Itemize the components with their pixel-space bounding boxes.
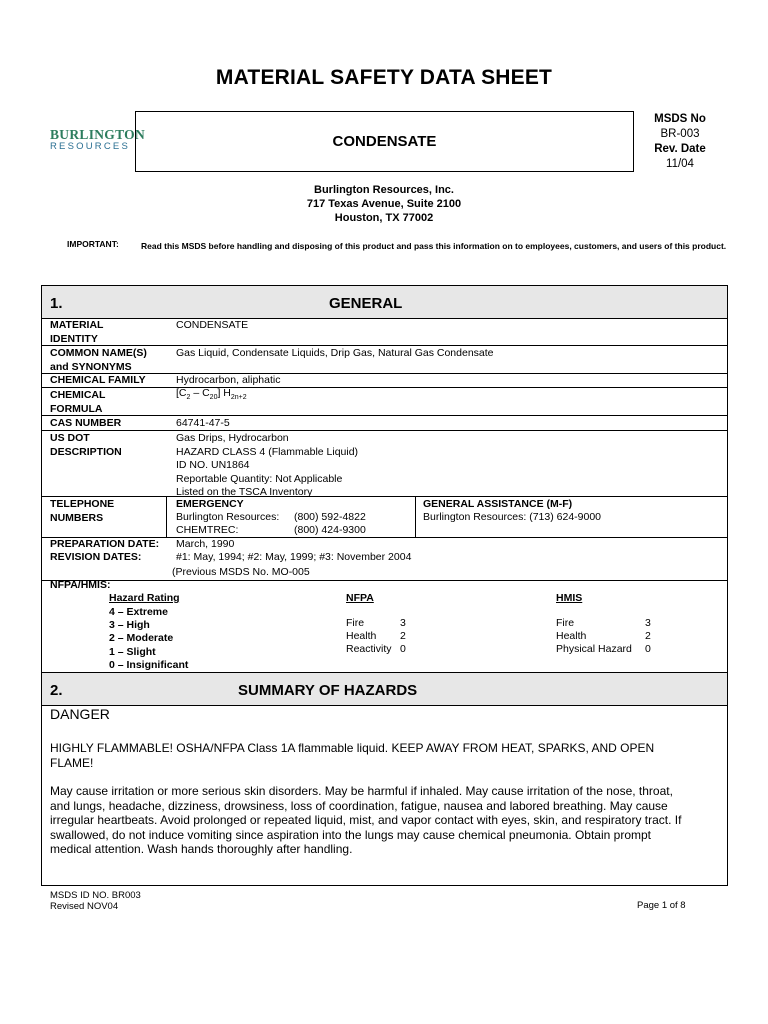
us-dot-line: Gas Drips, Hydrocarbon: [176, 432, 289, 444]
dates-row: [42, 538, 727, 581]
product-name-box: [135, 111, 634, 172]
chemical-formula-row: [42, 388, 727, 416]
msds-table: [41, 285, 728, 886]
material-identity-label: [50, 319, 103, 346]
hazard-line: May cause irritation or more serious skin disorders. May be harmful if inhaled. May cause irritation of the nose, throat,: [50, 784, 673, 798]
emergency-name-1: Burlington Resources:: [176, 511, 280, 523]
general-assistance-phone: Burlington Resources: (713) 624-9000: [423, 511, 602, 523]
section-1-number: 1.: [50, 295, 63, 312]
hmis-fire-value: 3: [645, 617, 651, 629]
section-2-number: 2.: [50, 682, 63, 699]
hazard-line: medical attention. Wash hands thoroughly after handling.: [50, 842, 353, 856]
chemical-family-label: CHEMICAL FAMILY: [50, 374, 146, 386]
hmis-health-label: Health: [556, 630, 587, 642]
label-line: NUMBERS: [50, 511, 104, 524]
label-line: FORMULA: [50, 402, 103, 415]
section-2-title: SUMMARY OF HAZARDS: [238, 682, 418, 699]
cas-number-row: [42, 416, 727, 431]
cas-number-label: CAS NUMBER: [50, 417, 122, 429]
formula-part: [C: [176, 387, 187, 399]
us-dot-line: Listed on the TSCA Inventory: [176, 486, 313, 498]
common-names-label: [50, 347, 147, 374]
nfpa-reactivity-label: Reactivity: [346, 643, 392, 655]
section-2-header: [42, 673, 727, 706]
emergency-phone-2: (800) 424-9300: [294, 524, 366, 536]
revision-dates-label: REVISION DATES:: [50, 551, 142, 563]
msds-no-value: BR-003: [660, 128, 700, 140]
logo-subtitle: RESOURCES: [50, 141, 130, 152]
rev-date-label: Rev. Date: [654, 143, 706, 155]
hazard-line: HIGHLY FLAMMABLE! OSHA/NFPA Class 1A flammable liquid. KEEP AWAY FROM HEAT, SPARKS, AND OPEN: [50, 741, 655, 755]
common-names-value: Gas Liquid, Condensate Liquids, Drip Gas, Natural Gas Condensate: [176, 347, 494, 359]
signal-word: DANGER: [50, 706, 110, 722]
product-name: CONDENSATE: [332, 133, 437, 150]
chemical-formula-label: [50, 389, 105, 416]
emergency-name-2: CHEMTREC:: [176, 524, 239, 536]
msds-info: [640, 112, 720, 172]
logo-wordmark: BURLINGTON: [50, 127, 146, 142]
revision-dates-value: #1: May, 1994; #2: May, 1999; #3: November 2004: [176, 551, 412, 563]
footer-revised: Revised NOV04: [50, 901, 119, 912]
label-line: US DOT: [50, 432, 90, 444]
label-line: TELEPHONE: [50, 498, 115, 510]
hazard-paragraph-2: [50, 784, 681, 857]
section-1-header: [42, 286, 727, 319]
emergency-phone-1: (800) 592-4822: [294, 511, 366, 523]
label-line: COMMON NAME(S): [50, 347, 147, 359]
hazard-rating-item: 1 – Slight: [109, 646, 156, 658]
label-line: IDENTITY: [50, 332, 98, 345]
formula-subscript: 2n+2: [230, 394, 247, 402]
nfpa-health-label: Health: [346, 630, 377, 642]
hmis-fire-label: Fire: [556, 617, 575, 629]
label-line: MATERIAL: [50, 319, 104, 331]
document-title: MATERIAL SAFETY DATA SHEET: [215, 66, 553, 89]
hazard-line: swallowed, do not induce vomiting since aspiration into the lungs may cause chemical pneumonia. Obtain prompt: [50, 827, 651, 842]
important-label: IMPORTANT:: [67, 239, 119, 249]
hazard-line: FLAME!: [50, 755, 94, 770]
material-identity-row: [42, 319, 727, 346]
nfpa-fire-value: 3: [400, 617, 406, 629]
divider: [166, 497, 167, 537]
common-names-row: [42, 346, 727, 374]
us-dot-row: [42, 431, 727, 497]
nfpa-fire-label: Fire: [346, 617, 365, 629]
chemical-family-value: Hydrocarbon, aliphatic: [176, 374, 281, 386]
section-1-title: GENERAL: [329, 295, 403, 312]
hmis-title: HMIS: [556, 592, 583, 604]
nfpa-hmis-row: [42, 581, 727, 673]
preparation-date-value: March, 1990: [176, 538, 235, 550]
nfpa-title: NFPA: [346, 592, 374, 604]
hazard-rating-item: 4 – Extreme: [109, 606, 168, 618]
rev-date-value: 11/04: [666, 158, 694, 170]
us-dot-label: [50, 432, 122, 459]
telephone-label: [50, 498, 114, 525]
us-dot-line: ID NO. UN1864: [176, 459, 250, 471]
hazard-line: and lungs, headache, dizziness, drowsiness, loss of coordination, fatigue, nausea and labored breathing. May cause: [50, 798, 668, 813]
label-line: CHEMICAL: [50, 389, 106, 401]
nfpa-reactivity-value: 0: [400, 643, 406, 655]
hazard-paragraph-1: [50, 741, 654, 770]
emergency-title: EMERGENCY: [176, 498, 244, 510]
formula-subscript: 2: [186, 394, 191, 402]
preparation-date-label: PREPARATION DATE:: [50, 538, 160, 550]
formula-subscript: 20: [209, 394, 218, 402]
company-address: [0, 183, 768, 225]
msds-no-label: MSDS No: [654, 113, 706, 125]
label-line: DESCRIPTION: [50, 445, 122, 458]
hazard-rating-item: 0 – Insignificant: [109, 659, 189, 671]
nfpa-health-value: 2: [400, 630, 406, 642]
hmis-physical-hazard-value: 0: [645, 643, 651, 655]
footer-left: [50, 890, 141, 912]
material-identity-value: CONDENSATE: [176, 319, 249, 331]
cas-number-value: 64741-47-5: [176, 417, 230, 429]
hazard-rating-title: Hazard Rating: [109, 592, 180, 604]
hazard-rating-item: 2 – Moderate: [109, 632, 174, 644]
hmis-health-value: 2: [645, 630, 651, 642]
previous-msds: (Previous MSDS No. MO-005: [172, 566, 310, 578]
us-dot-line: Reportable Quantity: Not Applicable: [176, 472, 343, 485]
chemical-family-row: [42, 374, 727, 388]
hazard-line: irregular heartbeats. Avoid prolonged or repeated liquid, mist, and vapor contact with eyes, skin, and respiratory tract. If: [50, 813, 682, 827]
chemical-formula-value: [176, 387, 247, 405]
footer-msds-id: MSDS ID NO. BR003: [50, 890, 141, 901]
formula-part: – C: [190, 387, 210, 399]
hmis-physical-hazard-label: Physical Hazard: [556, 643, 632, 655]
label-line: and SYNONYMS: [50, 360, 132, 373]
us-dot-value: [176, 432, 358, 500]
company-city: Houston, TX 77002: [334, 212, 434, 224]
telephone-row: [42, 497, 727, 538]
company-logo: [50, 127, 146, 158]
important-text: Read this MSDS before handling and disposing of this product and pass this information on to employees, customers, and users of this product.: [141, 241, 727, 251]
us-dot-line: HAZARD CLASS 4 (Flammable Liquid): [176, 445, 359, 458]
formula-part: ] H: [217, 387, 231, 399]
hazard-rating-item: 3 – High: [109, 619, 150, 631]
footer-page-number: Page 1 of 8: [637, 900, 686, 911]
company-name: Burlington Resources, Inc.: [314, 184, 454, 196]
divider: [415, 497, 416, 537]
general-assistance-title: GENERAL ASSISTANCE (M-F): [423, 498, 573, 510]
company-street: 717 Texas Avenue, Suite 2100: [306, 198, 462, 210]
nfpa-hmis-label: NFPA/HMIS:: [50, 579, 111, 591]
